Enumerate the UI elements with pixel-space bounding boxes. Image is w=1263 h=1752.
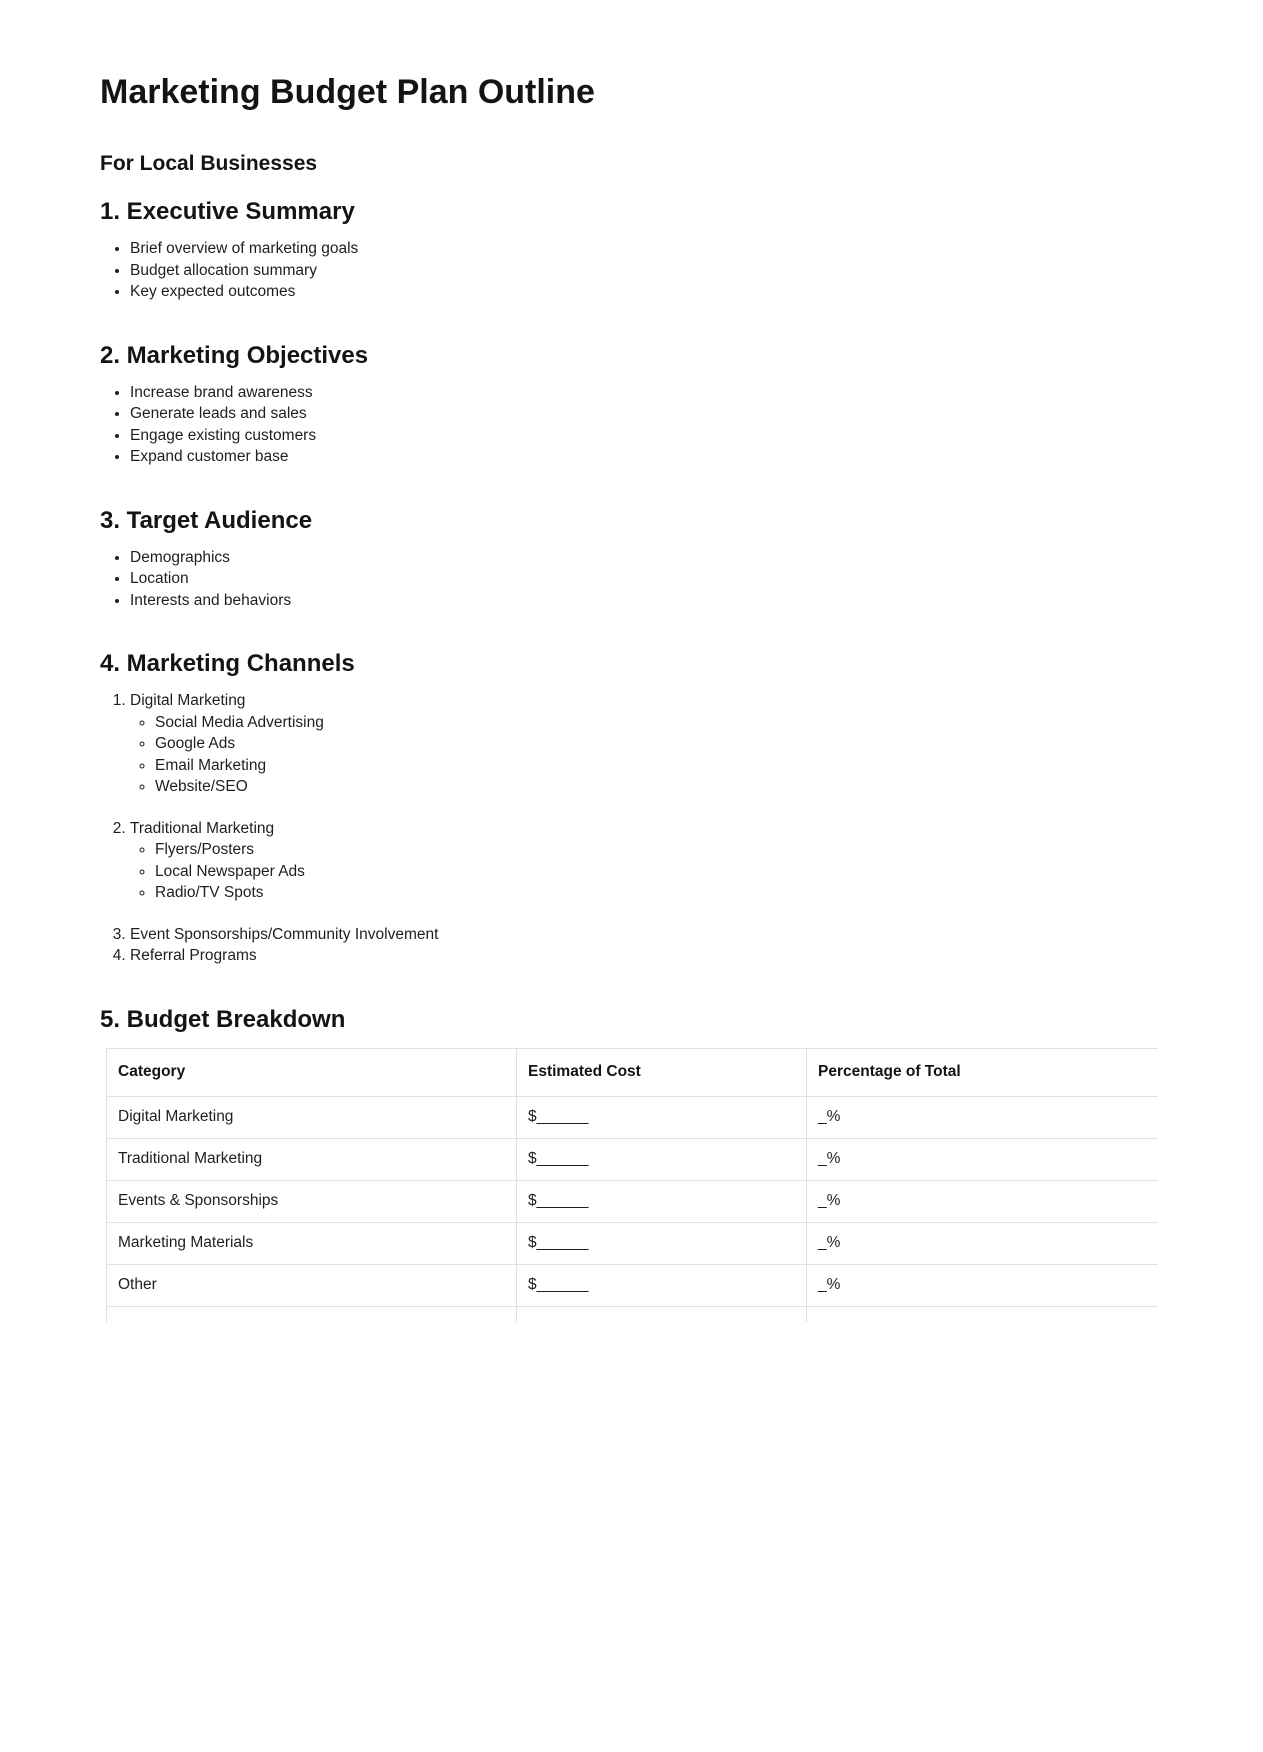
section-heading-marketing-channels: 4. Marketing Channels bbox=[100, 650, 355, 677]
bullet-item: • Location bbox=[130, 568, 1163, 590]
bullet-item: • Generate leads and sales bbox=[130, 403, 1163, 425]
sub-bullet-item: ◦ Local Newspaper Ads bbox=[155, 861, 1163, 883]
bullet-item: • Expand customer base bbox=[130, 446, 1163, 468]
digital-marketing-sub-list bbox=[130, 712, 1163, 798]
bullet-item: • Key expected outcomes bbox=[130, 281, 1163, 303]
ordered-item-digital-marketing bbox=[130, 690, 1163, 798]
section-heading-executive-summary: 1. Executive Summary bbox=[100, 198, 355, 225]
traditional-marketing-sub-list bbox=[130, 839, 1163, 904]
sub-bullet-item: ◦ Flyers/Posters bbox=[155, 839, 1163, 861]
cell-category: Marketing Materials bbox=[107, 1222, 517, 1264]
table-row bbox=[107, 1180, 1159, 1222]
column-header-category: Category bbox=[107, 1048, 517, 1096]
sub-bullet-item: ◦ Radio/TV Spots bbox=[155, 882, 1163, 904]
executive-summary-list bbox=[100, 238, 1163, 303]
ordered-item-label: Digital Marketing bbox=[130, 692, 246, 709]
ordered-item-label: Traditional Marketing bbox=[130, 819, 275, 837]
table-row bbox=[107, 1096, 1159, 1138]
budget-table-container bbox=[106, 1048, 1158, 1322]
cell-category: Events & Sponsorships bbox=[107, 1180, 517, 1222]
table-row bbox=[107, 1138, 1159, 1180]
cell-percentage: _% bbox=[807, 1222, 1159, 1264]
target-audience-list bbox=[100, 547, 1163, 612]
section-heading-target-audience: 3. Target Audience bbox=[100, 506, 313, 534]
page-title: Marketing Budget Plan Outline bbox=[100, 73, 595, 111]
ordered-item-label: Referral Programs bbox=[130, 947, 257, 964]
bullet-item: • Brief overview of marketing goals bbox=[130, 238, 1163, 260]
sub-bullet-item: ◦ Email Marketing bbox=[155, 755, 1163, 777]
bullet-item: • Increase brand awareness bbox=[130, 382, 1163, 404]
cell-percentage: _% bbox=[807, 1180, 1159, 1222]
cell-estimated-cost: $______ bbox=[517, 1222, 807, 1264]
document-subtitle: For Local Businesses bbox=[100, 152, 318, 175]
bullet-item: • Budget allocation summary bbox=[130, 260, 1163, 282]
column-header-percentage-of-total: Percentage of Total bbox=[807, 1048, 1159, 1096]
table-row-clipped bbox=[107, 1306, 1159, 1322]
cell-estimated-cost: $______ bbox=[517, 1180, 807, 1222]
cell-category: Digital Marketing bbox=[107, 1096, 517, 1138]
ordered-item-traditional-marketing bbox=[130, 818, 1163, 904]
bullet-item: • Demographics bbox=[130, 547, 1163, 569]
cell-percentage: _% bbox=[807, 1264, 1159, 1306]
sub-bullet-item: ◦ Google Ads bbox=[155, 733, 1163, 755]
cell-percentage: _% bbox=[807, 1138, 1159, 1180]
bullet-item: • Engage existing customers bbox=[130, 425, 1163, 447]
cell-estimated-cost: $______ bbox=[517, 1138, 807, 1180]
cell-category bbox=[107, 1306, 517, 1322]
cell-estimated-cost bbox=[517, 1306, 807, 1322]
table-row bbox=[107, 1222, 1159, 1264]
section-heading-budget-breakdown: 5. Budget Breakdown bbox=[100, 1005, 346, 1033]
cell-estimated-cost: $______ bbox=[517, 1096, 807, 1138]
cell-estimated-cost: $______ bbox=[517, 1264, 807, 1306]
ordered-item-label: Event Sponsorships/Community Involvement bbox=[130, 925, 439, 943]
cell-percentage bbox=[807, 1306, 1159, 1322]
column-header-estimated-cost: Estimated Cost bbox=[517, 1048, 807, 1096]
sub-bullet-item: ◦ Social Media Advertising bbox=[155, 712, 1163, 734]
cell-percentage: _% bbox=[807, 1096, 1159, 1138]
cell-category: Traditional Marketing bbox=[107, 1138, 517, 1180]
table-row bbox=[107, 1264, 1159, 1306]
marketing-channels-list bbox=[100, 690, 1163, 967]
marketing-objectives-list bbox=[100, 382, 1163, 468]
table-header-row bbox=[107, 1048, 1159, 1096]
cell-category: Other bbox=[107, 1264, 517, 1306]
bullet-item: • Interests and behaviors bbox=[130, 590, 1163, 612]
sub-bullet-item: ◦ Website/SEO bbox=[155, 776, 1163, 798]
section-heading-marketing-objectives: 2. Marketing Objectives bbox=[100, 341, 369, 369]
ordered-item-referral-programs bbox=[130, 945, 1163, 967]
budget-table bbox=[106, 1048, 1158, 1322]
ordered-item-event-sponsorships bbox=[130, 924, 1163, 946]
